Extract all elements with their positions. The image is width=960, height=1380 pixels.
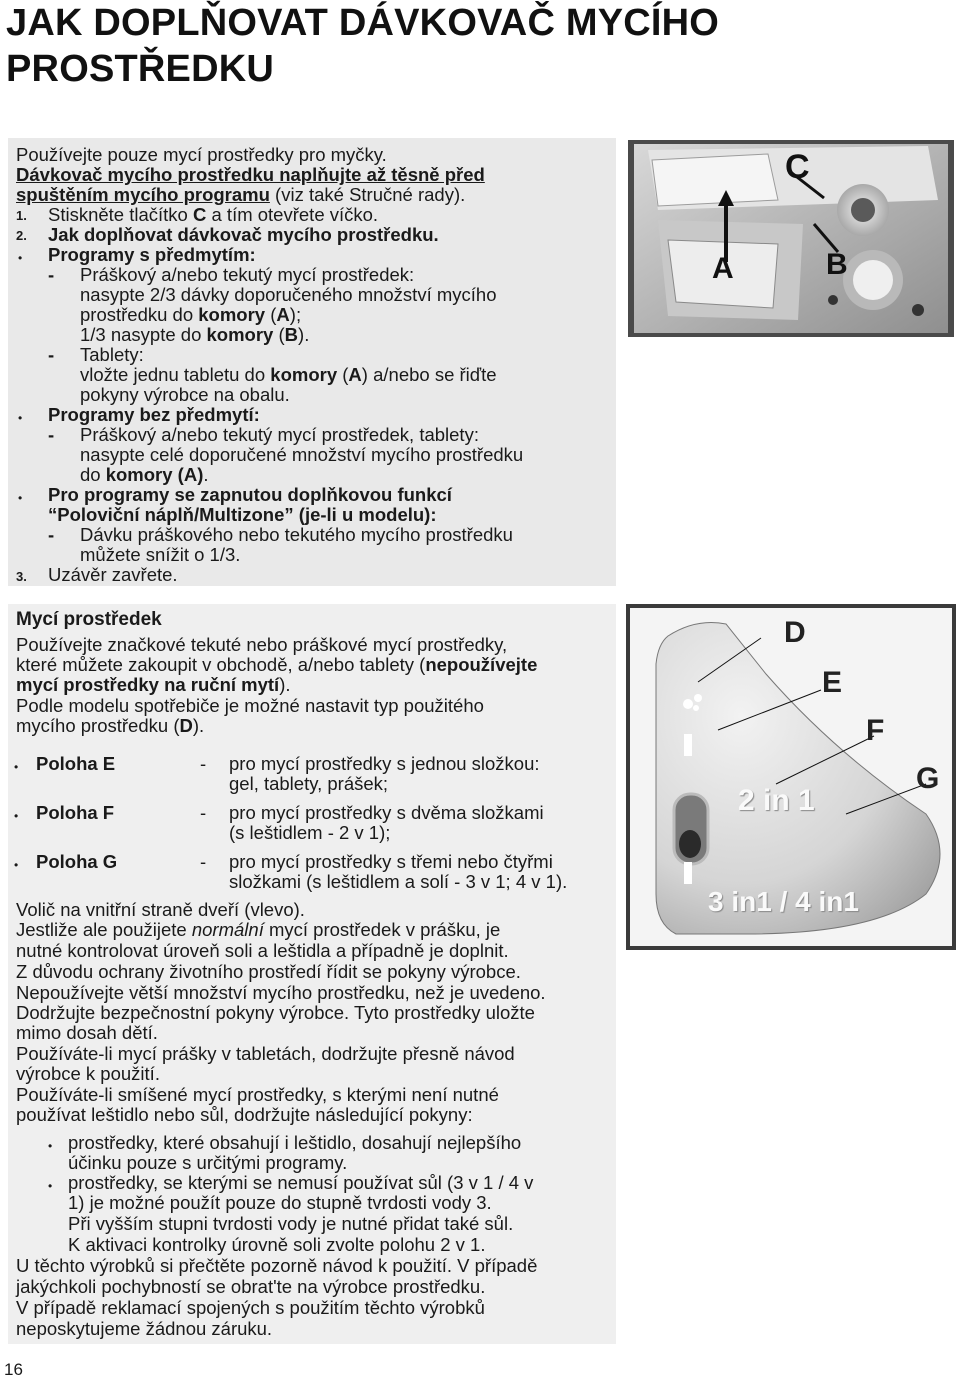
warning-line: Dávkovač mycího prostředku naplňujte až těsně před [16,164,485,185]
detergent-p1: Používejte značkové tekuté nebo práškové mycí prostředky, [16,634,508,655]
label-b: B [826,248,848,281]
rule-r5: Při vyšším stupni tvrdosti vody je nutné přidat také sůl. [68,1213,514,1234]
dash-icon: - [48,424,55,445]
dash-icon: - [200,802,207,823]
bullet-icon: • [48,1139,53,1153]
bullet-icon: • [18,411,23,425]
bullet-icon: • [18,251,23,265]
mark-2in1: 2 in 1 [738,784,815,817]
bullet-icon: • [14,858,19,872]
bullet-icon: • [14,809,19,823]
page-title [6,0,719,92]
page-number: 16 [4,1360,23,1379]
closing-s4: neposkytujeme žádnou záruku. [16,1318,273,1339]
dash-icon: - [48,524,55,545]
rule-r6: K aktivaci kontrolky úrovně soli zvolte polohu 2 v 1. [68,1234,486,1255]
detergent-p3: mycí prostředky na ruční mytí). [16,674,291,695]
detergent-p4: Podle modelu spotřebiče je možné nastavit typ použitého [16,695,484,716]
label-a: A [712,252,734,285]
position-e-text-2: gel, tablety, prášek; [229,773,389,794]
note-q8: Používáte-li mycí prášky v tabletách, dodržujte přesně návod [16,1043,515,1064]
label-g: G [916,762,940,795]
dash-icon: - [48,264,55,285]
rule-r3: prostředky, se kterými se nemusí používat sůl (3 v 1 / 4 v [68,1172,534,1193]
no-prewash-text: Práškový a/nebo tekutý mycí prostředek, tablety: [80,424,479,445]
half-load-heading: Pro programy se zapnutou doplňkovou funkcí [48,484,452,505]
prewash-powder-2: nasypte 2/3 dávky doporučeného množství mycího [80,284,497,305]
dash-icon: - [200,851,207,872]
bullet-icon: • [18,491,23,505]
no-prewash-text-2: nasypte celé doporučené množství mycího prostředku [80,444,524,465]
position-e-text: pro mycí prostředky s jednou složkou: [229,753,540,774]
page-title-line2: PROSTŘEDKU [6,48,275,90]
detergent-p2: které můžete zakoupit v obchodě, a/nebo tablety (nepoužívejte [16,654,538,675]
prewash-powder-4: 1/3 nasypte do komory (B). [80,324,310,345]
warning-line-2: spuštěním mycího programu (viz také Stručné rady). [16,184,466,205]
half-load-text: Dávku práškového nebo tekutého mycího prostředku [80,524,513,545]
note-q10: Používáte-li smíšené mycí prostředky, s kterými není nutné [16,1084,499,1105]
note-q9: výrobce k použití. [16,1063,160,1084]
detergent-heading: Mycí prostředek [16,609,162,630]
rule-r2: účinku pouze s určitými programy. [68,1152,348,1173]
note-q4: Z důvodu ochrany životního prostředí řídit se pokyny výrobce. [16,961,521,982]
step-number-3: 3. [16,569,27,584]
bullet-icon: • [48,1179,53,1193]
note-q7: mimo dosah dětí. [16,1022,158,1043]
note-q6: Dodržujte bezpečnostní pokyny výrobce. Tyto prostředky uložte [16,1002,535,1023]
position-g-text-2: složkami (s leštidlem a solí - 3 v 1; 4 v 1). [229,871,568,892]
dash-icon: - [200,753,207,774]
note-q1: Volič na vnitřní straně dveří (vlevo). [16,899,305,920]
no-prewash-text-3: do komory (A). [80,464,209,485]
dispenser-photo [628,140,954,337]
closing-s1: U těchto výrobků si přečtěte pozorně návod k použití. V případě [16,1255,538,1276]
detergent-p5: mycího prostředku (D). [16,715,205,736]
step-number-1: 1. [16,208,27,223]
label-e: E [822,666,843,699]
position-e-label: Poloha E [36,753,116,774]
intro-line: Používejte pouze mycí prostředky pro myčky. [16,144,387,165]
prewash-powder: Práškový a/nebo tekutý mycí prostředek: [80,264,415,285]
label-c: C [785,148,810,186]
label-d: D [784,616,806,649]
prewash-tablets-2: vložte jednu tabletu do komory (A) a/nebo se řiďte [80,364,497,385]
step-3-text: Uzávěr zavřete. [48,564,178,585]
position-f-text: pro mycí prostředky s dvěma složkami [229,802,544,823]
half-load-text-2: můžete snížit o 1/3. [80,544,241,565]
rule-r4: 1) je možné použít pouze do stupně tvrdosti vody 3. [68,1192,492,1213]
step-1-text: Stiskněte tlačítko C a tím otevřete víčko. [48,204,379,225]
step-2-text: Jak doplňovat dávkovač mycího prostředku. [48,224,439,245]
no-prewash-heading: Programy bez předmytí: [48,404,260,425]
page-title-line1: JAK DOPLŇOVAT DÁVKOVAČ MYCÍHO [6,2,720,44]
note-q11: používat leštidlo nebo sůl, dodržujte následující pokyny: [16,1104,473,1125]
label-f: F [866,714,885,747]
half-load-heading-2: “Poloviční náplň/Multizone” (je-li u modelu): [48,504,437,525]
position-g-text: pro mycí prostředky s třemi nebo čtyřmi [229,851,553,872]
rule-r1: prostředky, které obsahují i leštidlo, dosahují nejlepšího [68,1132,522,1153]
mark-3in1-4in1: 3 in1 / 4 in1 [708,886,859,917]
step-number-2: 2. [16,228,27,243]
position-f-label: Poloha F [36,802,115,823]
note-q2: Jestliže ale použijete normální mycí prostředek v prášku, je [16,919,501,940]
prewash-powder-3: prostředku do komory (A); [80,304,302,325]
closing-s2: jakýchkoli pochybností se obrat'te na výrobce prostředku. [16,1276,486,1297]
selector-photo [626,604,956,950]
position-g-label: Poloha G [36,851,118,872]
dash-icon: - [48,344,55,365]
prewash-tablets-3: pokyny výrobce na obalu. [80,384,290,405]
note-q5: Nepoužívejte větší množství mycího prostředku, než je uvedeno. [16,982,546,1003]
prewash-heading: Programy s předmytím: [48,244,256,265]
closing-s3: V případě reklamací spojených s použitím těchto výrobků [16,1297,485,1318]
note-q3: nutné kontrolovat úroveň soli a leštidla a případně je doplnit. [16,940,509,961]
position-f-text-2: (s leštidlem - 2 v 1); [229,822,391,843]
prewash-tablets: Tablety: [80,344,144,365]
bullet-icon: • [14,760,19,774]
